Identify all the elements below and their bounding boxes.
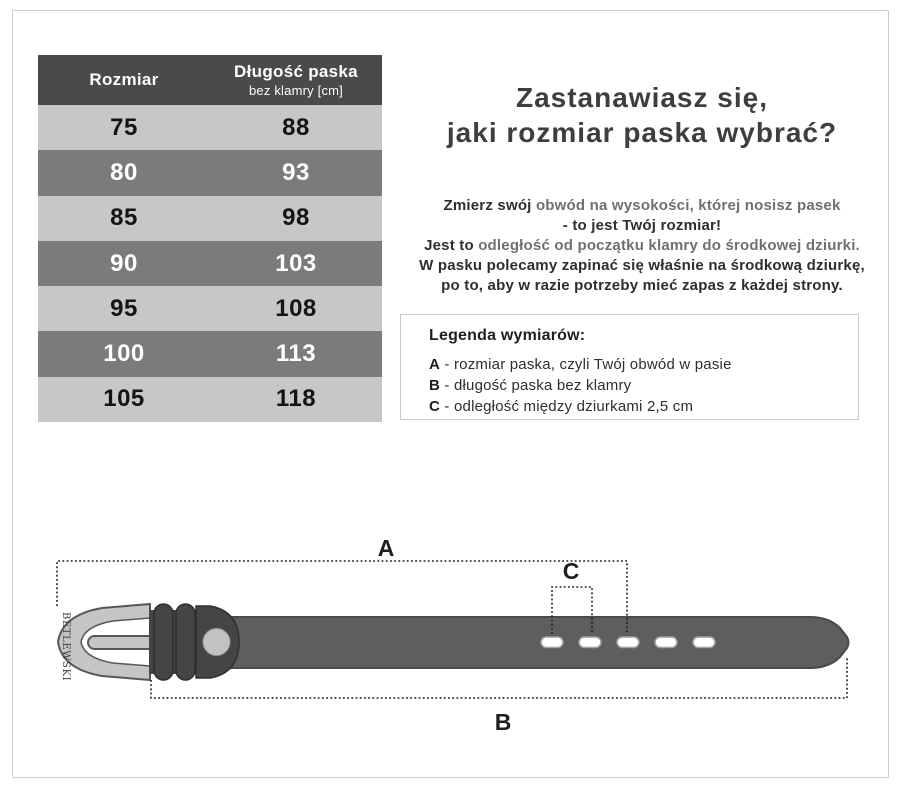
intro-line: W pasku polecamy zapinać się właśnie na środkową dziurkę, [419, 257, 865, 274]
size-cell: 85 [110, 204, 138, 232]
keeper-ridge [176, 604, 195, 680]
page-title [388, 80, 896, 150]
label-a: A [377, 535, 395, 561]
intro-line: Jest to odległość od początku klamry do środkowej dziurki. [424, 237, 860, 254]
size-cell: 95 [110, 294, 138, 322]
legend-item-a: A - rozmiar paska, czyli Twój obwód w pasie [429, 356, 732, 373]
table-row [38, 241, 382, 286]
legend-title: Legenda wymiarów: [429, 327, 586, 344]
legend-box [400, 314, 859, 420]
belt-hole [579, 637, 601, 648]
length-cell: 98 [282, 204, 310, 232]
length-cell: 88 [282, 113, 310, 141]
table-row [38, 331, 382, 376]
legend-item-b: B - długość paska bez klamry [429, 377, 632, 394]
legend-item-c: C - odległość między dziurkami 2,5 cm [429, 398, 694, 415]
label-b: B [494, 709, 512, 735]
keeper-ridge [154, 604, 173, 680]
belt-buckle [58, 604, 165, 681]
intro-line: Zmierz swój obwód na wysokości, której nosisz pasek [443, 197, 841, 214]
length-cell: 113 [275, 340, 317, 368]
column-header-size: Rozmiar [89, 70, 159, 89]
column-header-length: Długość paska bez klamry [cm] [234, 62, 358, 98]
table-row [38, 105, 382, 150]
page-title-line2: jaki rozmiar paska wybrać? [446, 117, 838, 148]
table-header-row [38, 55, 382, 105]
length-cell: 93 [282, 158, 310, 186]
belt-hole [617, 637, 639, 648]
belt-strap [158, 617, 849, 668]
belt-keeper [149, 604, 239, 680]
length-cell: 118 [275, 385, 317, 413]
intro-text [386, 196, 898, 296]
size-cell: 90 [110, 249, 138, 277]
label-c: C [562, 558, 580, 584]
belt-hole [541, 637, 563, 648]
table-row [38, 150, 382, 195]
size-cell: 100 [103, 340, 145, 368]
rivet [203, 629, 230, 656]
table-row [38, 196, 382, 241]
table-row [38, 286, 382, 331]
size-cell: 105 [103, 385, 145, 413]
belt-hole [693, 637, 715, 648]
length-cell: 103 [275, 249, 317, 277]
intro-line: - to jest Twój rozmiar! [562, 217, 722, 234]
belt-hole [655, 637, 677, 648]
size-cell: 75 [110, 113, 138, 141]
length-cell: 108 [275, 294, 317, 322]
size-table [38, 55, 382, 422]
page-title-line1: Zastanawiasz się, [515, 82, 768, 113]
belt-diagram [0, 530, 900, 789]
size-cell: 80 [110, 158, 138, 186]
table-row [38, 377, 382, 422]
intro-line: po to, aby w razie potrzeby mieć zapas z każdej strony. [441, 277, 843, 294]
brand-text: BETLEWSKI [60, 612, 71, 682]
